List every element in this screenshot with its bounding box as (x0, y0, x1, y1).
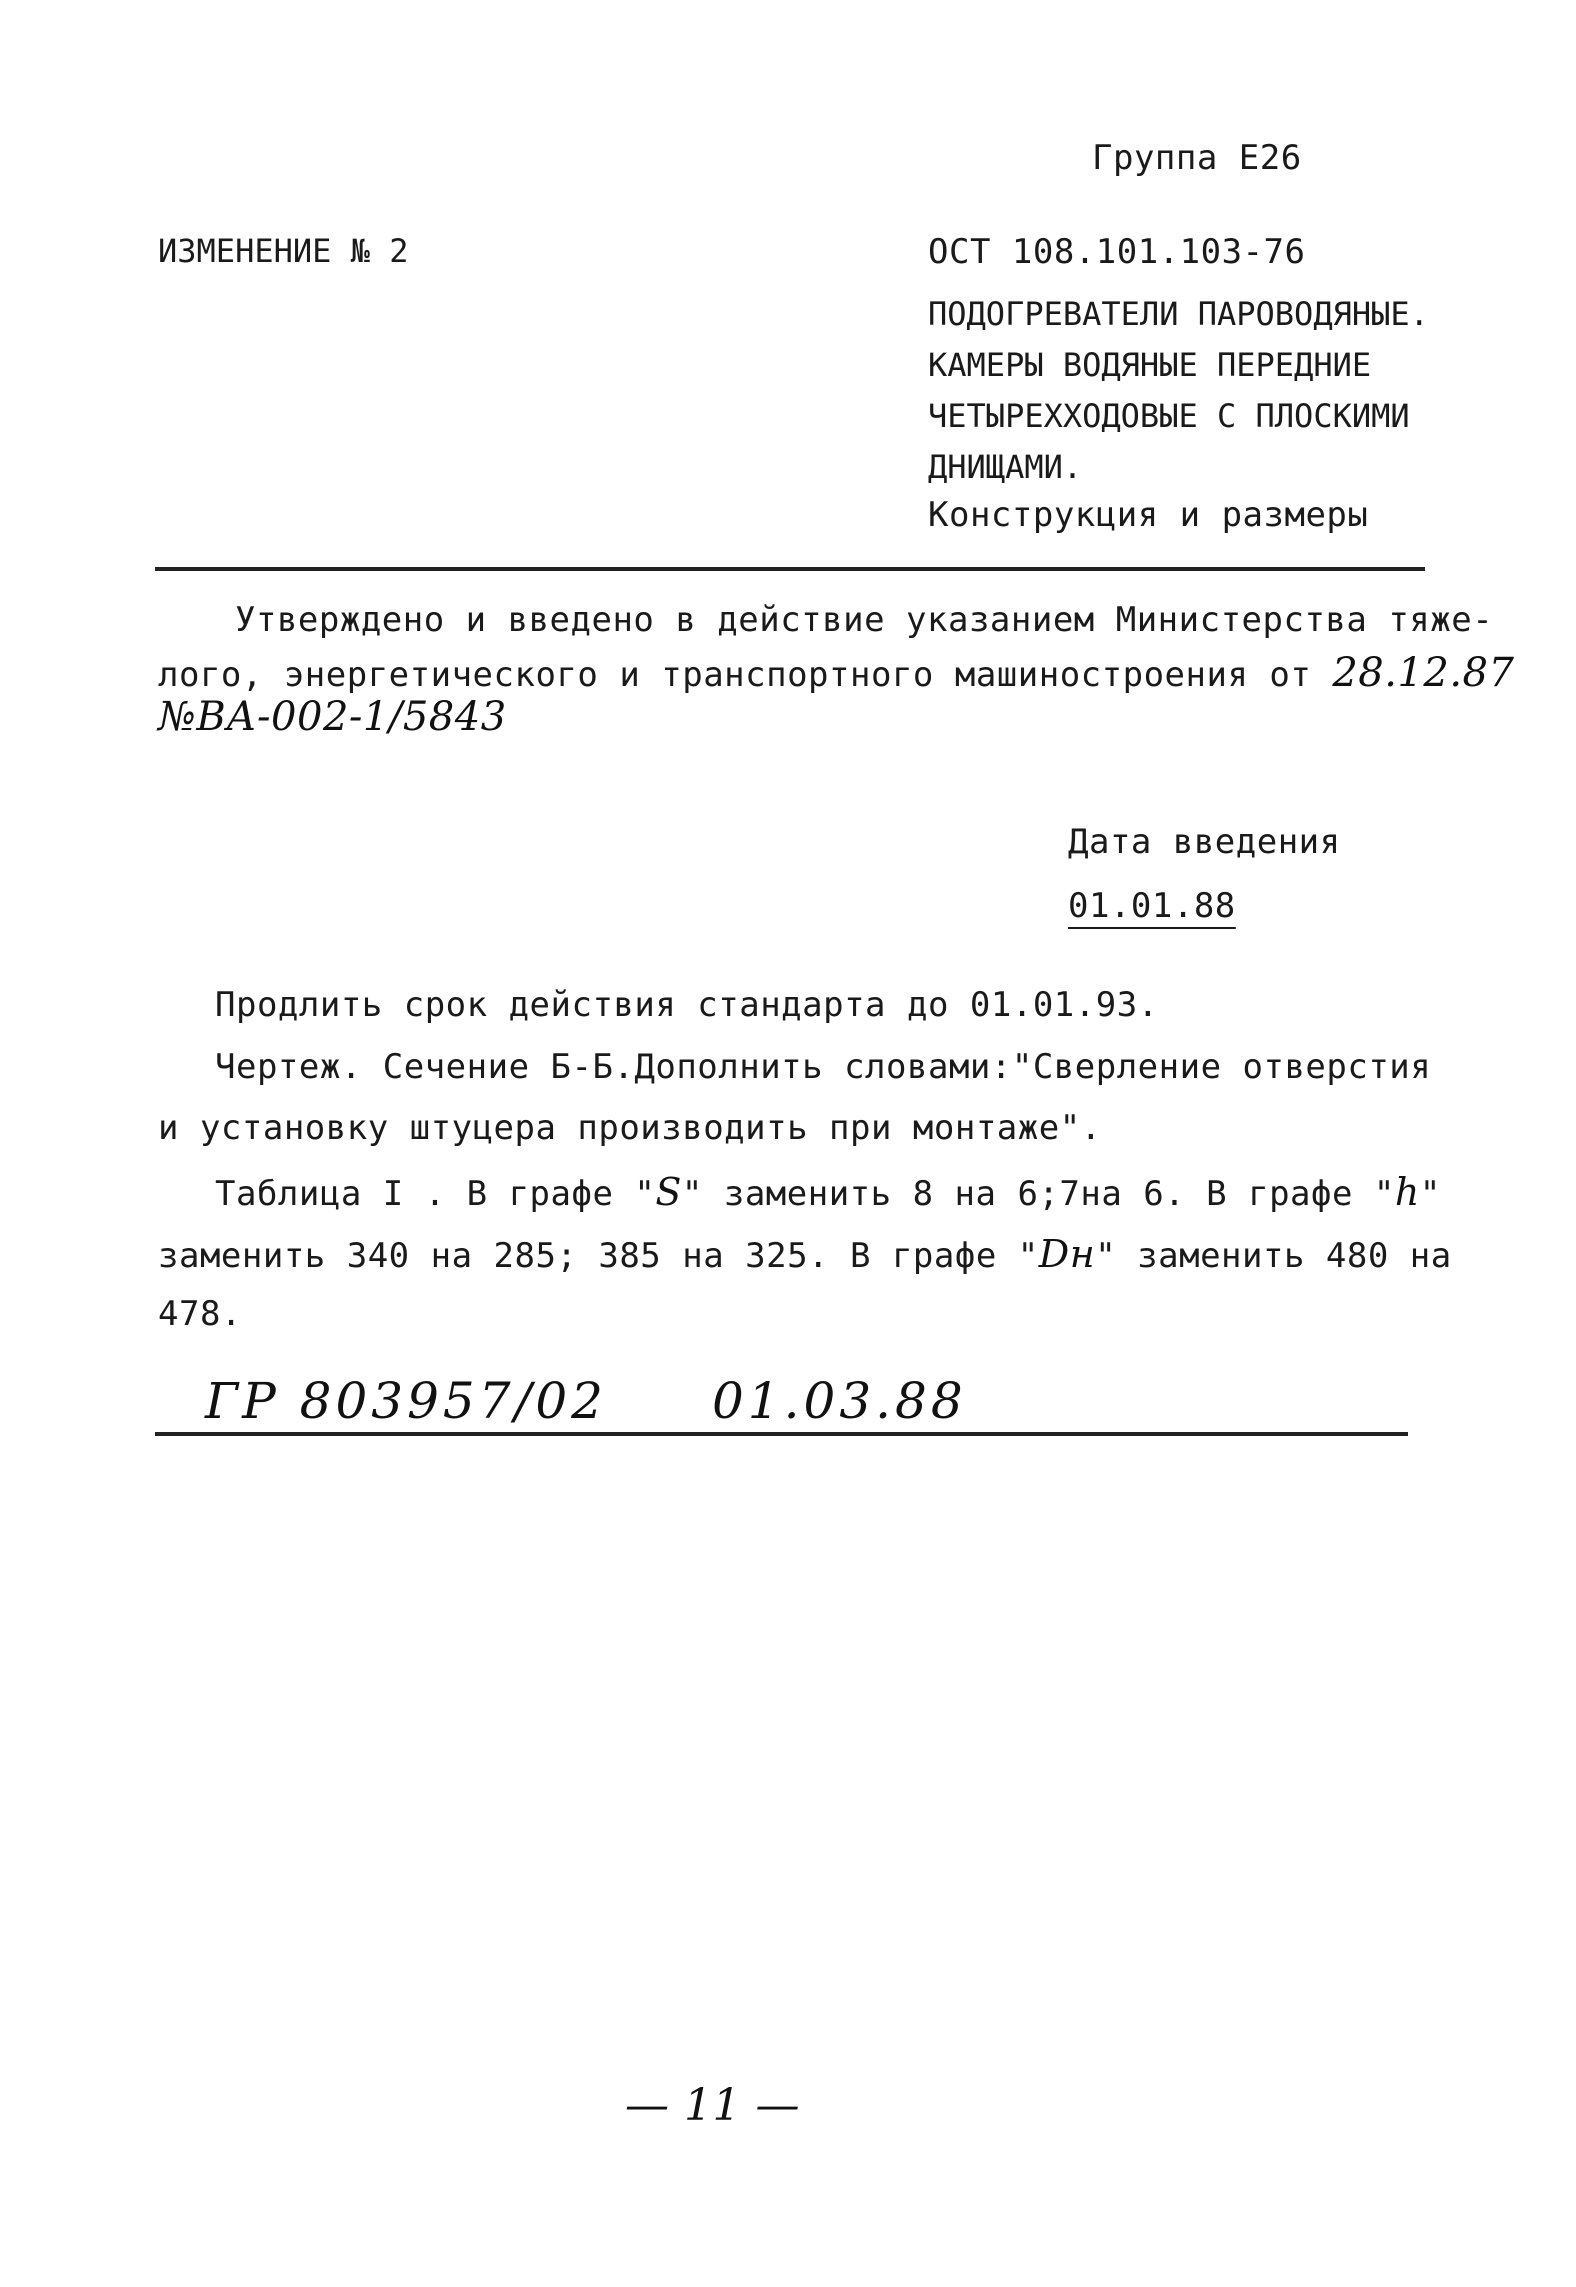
body-paragraph-3b (158, 1232, 1452, 1276)
title-line-4: ДНИЩАМИ. (928, 448, 1083, 486)
body-paragraph-3c: 478. (158, 1294, 242, 1334)
intro-date-value: 01.01.88 (1068, 886, 1236, 926)
page-number: — 11 — (625, 2080, 800, 2131)
registration-number-handwritten: ГР 803957/02 (205, 1372, 607, 1430)
p3a-part-1: Таблица I . В графе " (215, 1174, 656, 1214)
p3a-part-2: " заменить 8 на 6;7на 6. В графе " (681, 1174, 1395, 1214)
body-paragraph-2a: Чертеж. Сечение Б-Б.Дополнить словами:"Сверление отверстия (215, 1047, 1432, 1087)
p3b-part-2: " заменить 480 на (1095, 1236, 1452, 1276)
body-paragraph-2b: и установку штуцера производить при монтаже". (158, 1108, 1102, 1148)
approval-line-2 (158, 650, 1514, 696)
symbol-h: h (1394, 1170, 1420, 1214)
title-line-1: ПОДОГРЕВАТЕЛИ ПАРОВОДЯНЫЕ. (928, 295, 1429, 333)
change-label: ИЗМЕНЕНИЕ № 2 (158, 232, 409, 270)
symbol-s: S (655, 1170, 682, 1214)
registration-date-handwritten: 01.03.88 (712, 1372, 967, 1430)
standard-subtitle: Конструкция и размеры (928, 495, 1369, 535)
title-line-2: КАМЕРЫ ВОДЯНЫЕ ПЕРЕДНИЕ (928, 346, 1372, 384)
p3a-part-3: " (1419, 1174, 1441, 1214)
body-paragraph-1: Продлить срок действия стандарта до 01.01.93. (215, 985, 1159, 1025)
standard-code: ОСТ 108.101.103-76 (928, 232, 1306, 272)
intro-date-label: Дата введения (1068, 822, 1341, 862)
header-divider (155, 567, 1425, 571)
group-label: Группа Е26 (1092, 138, 1302, 178)
body-paragraph-3a (215, 1170, 1441, 1214)
registration-underline (155, 1432, 1408, 1436)
symbol-dn: Dн (1038, 1232, 1096, 1276)
approval-line-2-text: лого, энергетического и транспортного машиностроения от (158, 655, 1312, 695)
title-line-3: ЧЕТЫРЕХХОДОВЫЕ С ПЛОСКИМИ (928, 397, 1410, 435)
p3b-part-1: заменить 340 на 285; 385 на 325. В графе " (158, 1236, 1039, 1276)
approval-number-handwritten: №ВА-002-1/5843 (158, 694, 507, 740)
approval-line-1: Утверждено и введено в действие указанием Министерства тяже- (235, 600, 1494, 640)
approval-date-handwritten: 28.12.87 (1332, 650, 1515, 696)
